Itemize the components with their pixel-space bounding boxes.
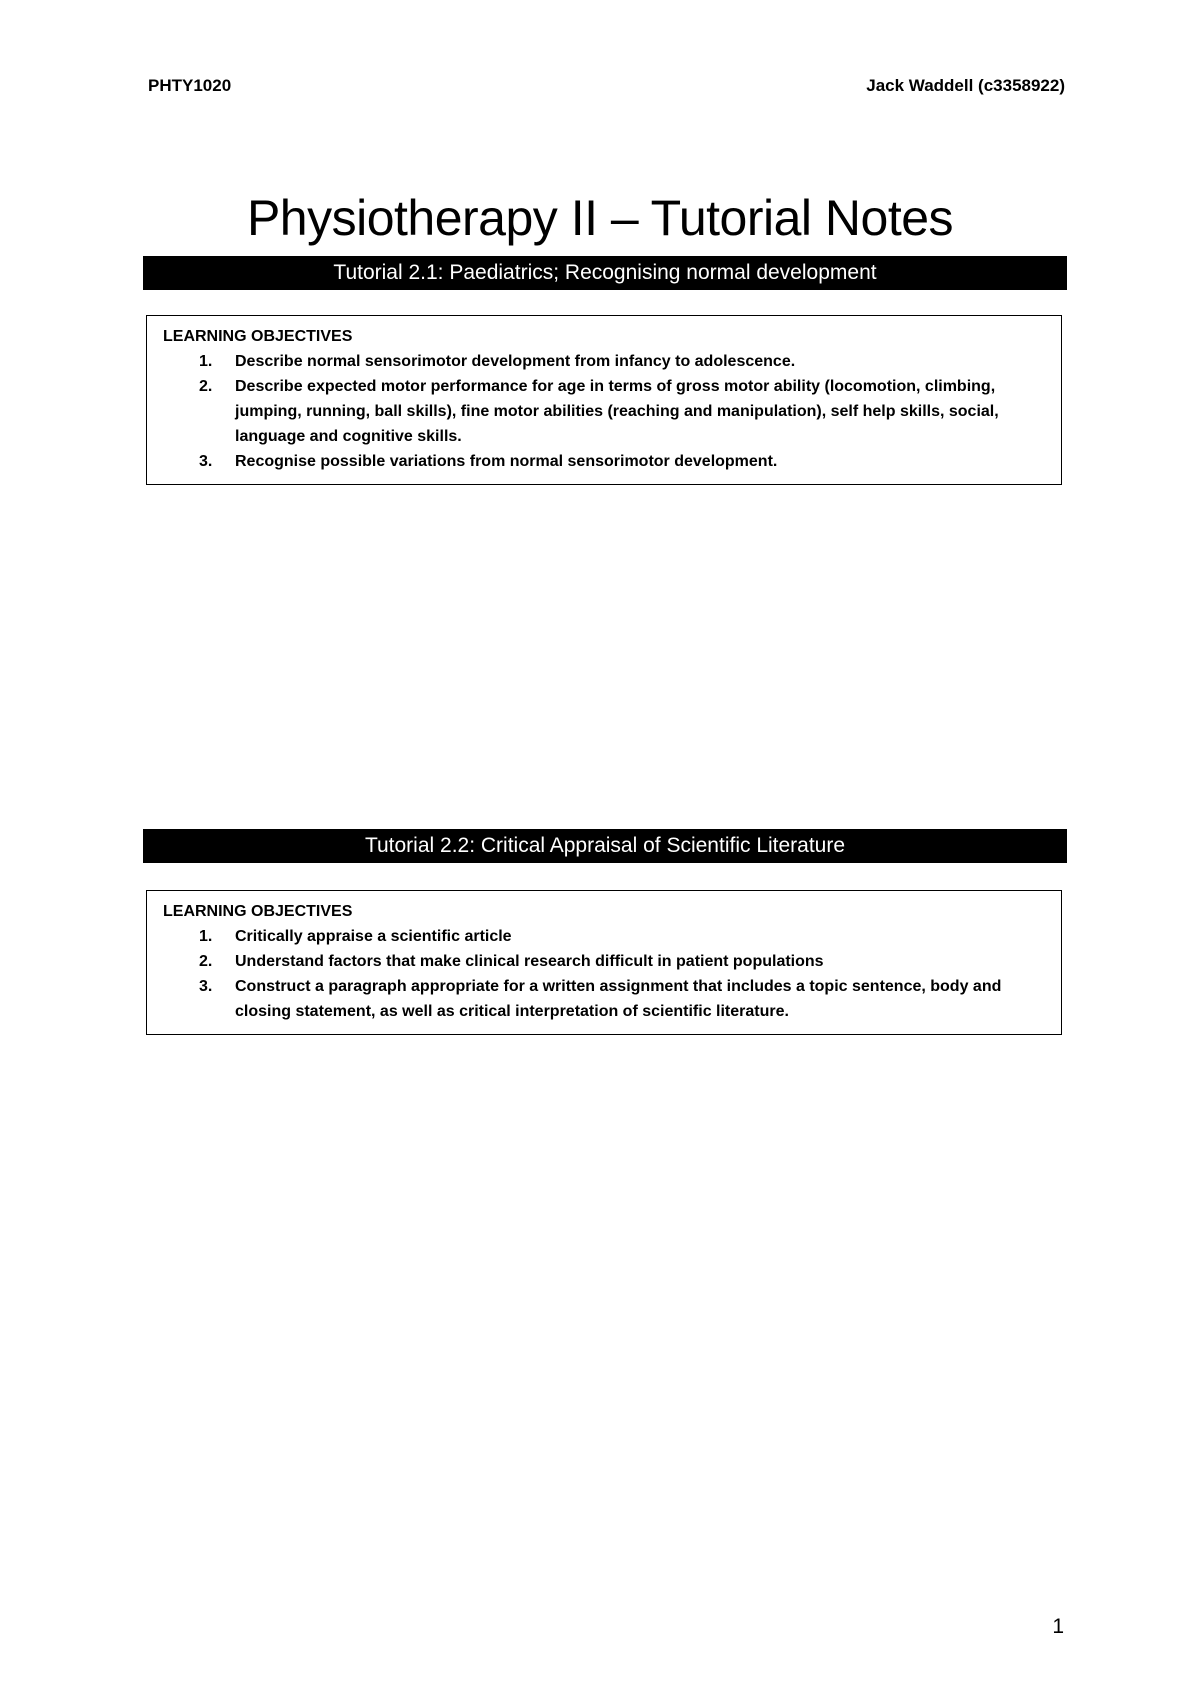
document-title: Physiotherapy II – Tutorial Notes — [246, 189, 954, 246]
page-number: 1 — [1052, 1615, 1064, 1638]
objective-number: 3. — [199, 978, 213, 995]
objective-text: Construct a paragraph appropriate for a written assignment that includes a topic sentence, body and closing statement, as well as critical interpretation of scientific literature. — [235, 978, 1002, 1020]
objective-text: Understand factors that make clinical research difficult in patient populations — [235, 953, 824, 970]
objectives-list — [163, 924, 1047, 1024]
objective-text: Critically appraise a scientific article — [235, 928, 512, 945]
objectives-list — [163, 349, 1047, 474]
objective-item — [163, 374, 1047, 449]
objective-item — [163, 449, 1047, 474]
objective-number: 3. — [199, 453, 213, 470]
course-code: PHTY1020 — [148, 76, 232, 95]
objective-item — [163, 349, 1047, 374]
learning-objectives-label: LEARNING OBJECTIVES — [163, 903, 353, 920]
objective-item — [163, 924, 1047, 949]
objective-item — [163, 974, 1047, 1024]
section-heading-tutorial-2-2: Tutorial 2.2: Critical Appraisal of Scientific Literature — [143, 829, 1067, 863]
section-heading-tutorial-2-1: Tutorial 2.1: Paediatrics; Recognising normal development — [143, 256, 1067, 290]
objective-text: Recognise possible variations from normal sensorimotor development. — [235, 453, 778, 470]
objective-number: 1. — [199, 928, 213, 945]
objective-number: 2. — [199, 953, 213, 970]
objective-item — [163, 949, 1047, 974]
objective-text: Describe normal sensorimotor development from infancy to adolescence. — [235, 353, 796, 370]
objective-number: 2. — [199, 378, 213, 395]
objective-number: 1. — [199, 353, 213, 370]
learning-objectives-box — [146, 315, 1062, 485]
objective-text: Describe expected motor performance for age in terms of gross motor ability (locomotion, climbing, jumping, running, ball skills), fine motor abilities (reaching and manipulation), self help skills, social, language and cognitive skills. — [235, 378, 999, 445]
learning-objectives-label: LEARNING OBJECTIVES — [163, 328, 353, 345]
author-name: Jack Waddell (c3358922) — [866, 76, 1065, 95]
learning-objectives-box — [146, 890, 1062, 1035]
